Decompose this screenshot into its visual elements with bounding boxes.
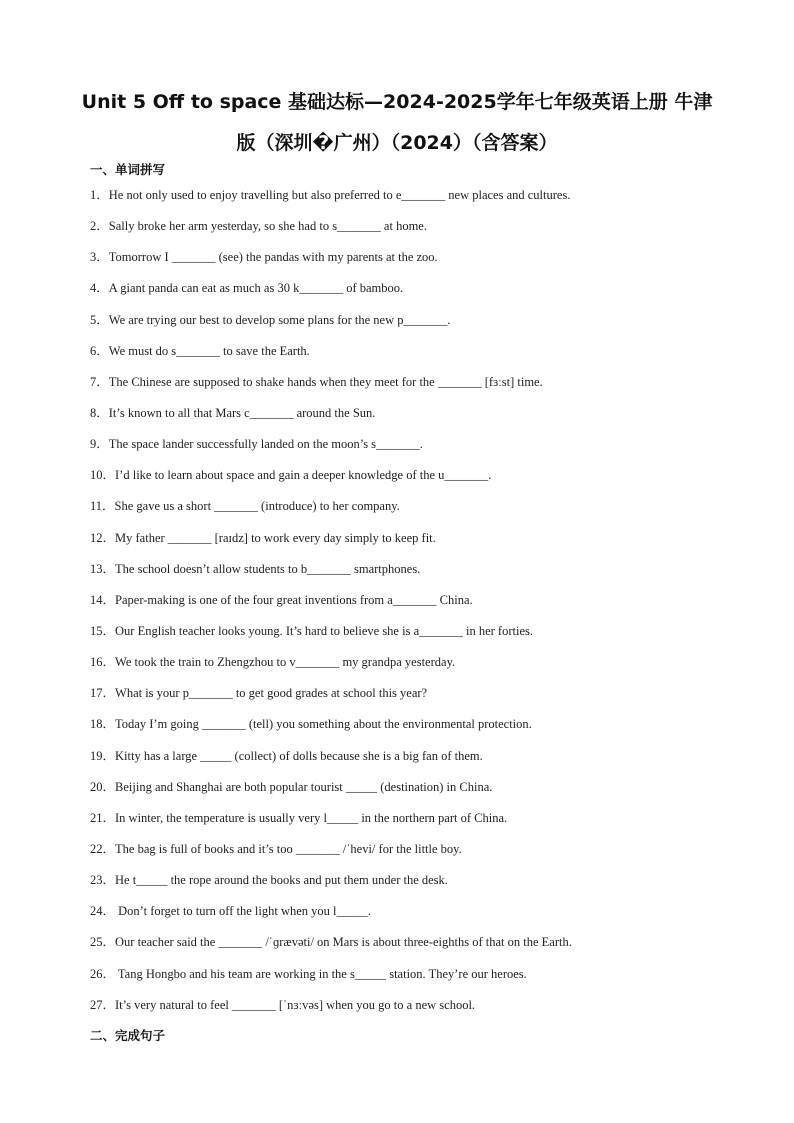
- question-item: [90, 280, 750, 311]
- question-item: [90, 467, 750, 498]
- question-number: 11．: [90, 499, 115, 514]
- question-item: [90, 592, 750, 623]
- question-text: Kitty has a large _____ (collect) of dolls because she is a big fan of them.: [115, 748, 483, 763]
- question-number: 1．: [90, 188, 109, 202]
- question-number: 4．: [90, 281, 109, 296]
- question-text: He t_____ the rope around the books and put them under the desk.: [115, 873, 448, 888]
- question-item: [90, 716, 750, 747]
- question-number: 23．: [90, 873, 116, 888]
- question-item: [90, 374, 750, 405]
- question-text: Our teacher said the _______ /ˈɡrævəti/ on Mars is about three-eighths of that on the Earth.: [115, 935, 572, 950]
- question-text: We are trying our best to develop some plans for the new p_______.: [108, 312, 451, 327]
- question-text: The bag is full of books and it’s too _______ /ˈhevi/ for the little boy.: [115, 841, 462, 856]
- question-text: A giant panda can eat as much as 30 k_______ of bamboo.: [108, 281, 404, 296]
- question-item: [90, 903, 750, 934]
- question-item: [90, 498, 750, 529]
- question-text: Tomorrow I _______ (see) the pandas with my parents at the zoo.: [108, 250, 438, 265]
- question-text: I’d like to learn about space and gain a deeper knowledge of the u_______.: [115, 468, 492, 483]
- question-text: Sally broke her arm yesterday, so she had to s_______ at home.: [108, 219, 427, 234]
- question-text: Beijing and Shanghai are both popular tourist _____ (destination) in China.: [115, 779, 493, 794]
- question-text: She gave us a short _______ (introduce) to her company.: [114, 499, 400, 514]
- question-number: 19．: [90, 748, 116, 763]
- question-item: [90, 187, 750, 218]
- question-text: The school doesn’t allow students to b_______ smartphones.: [115, 561, 421, 576]
- question-number: 15．: [90, 623, 116, 638]
- section-heading-complete-sentences: 二、完成句子: [90, 1028, 166, 1043]
- question-item: [90, 436, 750, 467]
- question-item: [90, 623, 750, 654]
- question-item: [90, 997, 750, 1028]
- question-item: [90, 934, 750, 965]
- question-number: 27．: [90, 997, 116, 1012]
- question-text: We must do s_______ to save the Earth.: [108, 343, 310, 358]
- question-item: [90, 405, 750, 436]
- question-text: In winter, the temperature is usually very l_____ in the northern part of China.: [115, 810, 508, 825]
- section-heading-word-spelling: 一、单词拼写: [90, 162, 166, 177]
- question-number: 8．: [90, 405, 109, 420]
- title-line-1: Unit 5 Off to space 基础达标—2024-2025学年七年级英语上册 牛津: [81, 91, 713, 113]
- question-item: [90, 249, 750, 280]
- question-item: [90, 685, 750, 716]
- question-number: 25．: [90, 935, 116, 950]
- question-number: 21．: [90, 810, 116, 825]
- question-item: [90, 561, 750, 592]
- question-text: It’s very natural to feel _______ [ˈnɜːvəs] when you go to a new school.: [115, 997, 476, 1012]
- question-number: 2．: [90, 219, 109, 234]
- question-text: He not only used to enjoy travelling but also preferred to e_______ new places and cultures.: [108, 188, 571, 202]
- page-title: [60, 82, 734, 164]
- question-number: 12．: [90, 530, 116, 545]
- question-text: The space lander successfully landed on the moon’s s_______.: [108, 437, 423, 452]
- question-text: Paper-making is one of the four great inventions from a_______ China.: [115, 592, 473, 607]
- question-number: 18．: [90, 717, 116, 732]
- question-item: [90, 343, 750, 374]
- question-text: My father _______ [raɪdz] to work every day simply to keep fit.: [115, 530, 436, 545]
- question-number: 6．: [90, 343, 109, 358]
- question-number: 7．: [90, 374, 109, 389]
- question-text: Our English teacher looks young. It’s hard to believe she is a_______ in her forties.: [115, 623, 533, 638]
- question-item: [90, 966, 750, 997]
- question-item: [90, 218, 750, 249]
- question-text: We took the train to Zhengzhou to v_______ my grandpa yesterday.: [115, 655, 456, 670]
- question-number: 24．: [90, 904, 116, 919]
- question-number: 26．: [90, 966, 116, 981]
- question-item: [90, 748, 750, 779]
- question-text: Tang Hongbo and his team are working in the s_____ station. They’re our heroes.: [115, 966, 527, 981]
- question-number: 5．: [90, 312, 109, 327]
- question-number: 17．: [90, 686, 116, 701]
- question-text: Don’t forget to turn off the light when you l_____.: [115, 904, 371, 919]
- question-text: What is your p_______ to get good grades at school this year?: [115, 686, 428, 701]
- question-number: 13．: [90, 561, 116, 576]
- question-item: [90, 530, 750, 561]
- question-item: [90, 810, 750, 841]
- question-number: 3．: [90, 250, 109, 265]
- question-item: [90, 872, 750, 903]
- question-text: Today I’m going _______ (tell) you something about the environmental protection.: [115, 717, 532, 732]
- title-line-2: 版（深圳�广州）（2024）（含答案）: [236, 132, 558, 154]
- question-number: 22．: [90, 841, 116, 856]
- question-number: 16．: [90, 655, 116, 670]
- question-text: The Chinese are supposed to shake hands when they meet for the _______ [fɜːst] time.: [108, 374, 543, 389]
- question-list: [90, 187, 750, 1028]
- question-number: 14．: [90, 592, 116, 607]
- question-number: 20．: [90, 779, 116, 794]
- question-item: [90, 654, 750, 685]
- question-number: 10．: [90, 468, 116, 483]
- question-item: [90, 841, 750, 872]
- question-item: [90, 312, 750, 343]
- question-item: [90, 779, 750, 810]
- question-number: 9．: [90, 437, 109, 452]
- question-text: It’s known to all that Mars c_______ around the Sun.: [108, 405, 376, 420]
